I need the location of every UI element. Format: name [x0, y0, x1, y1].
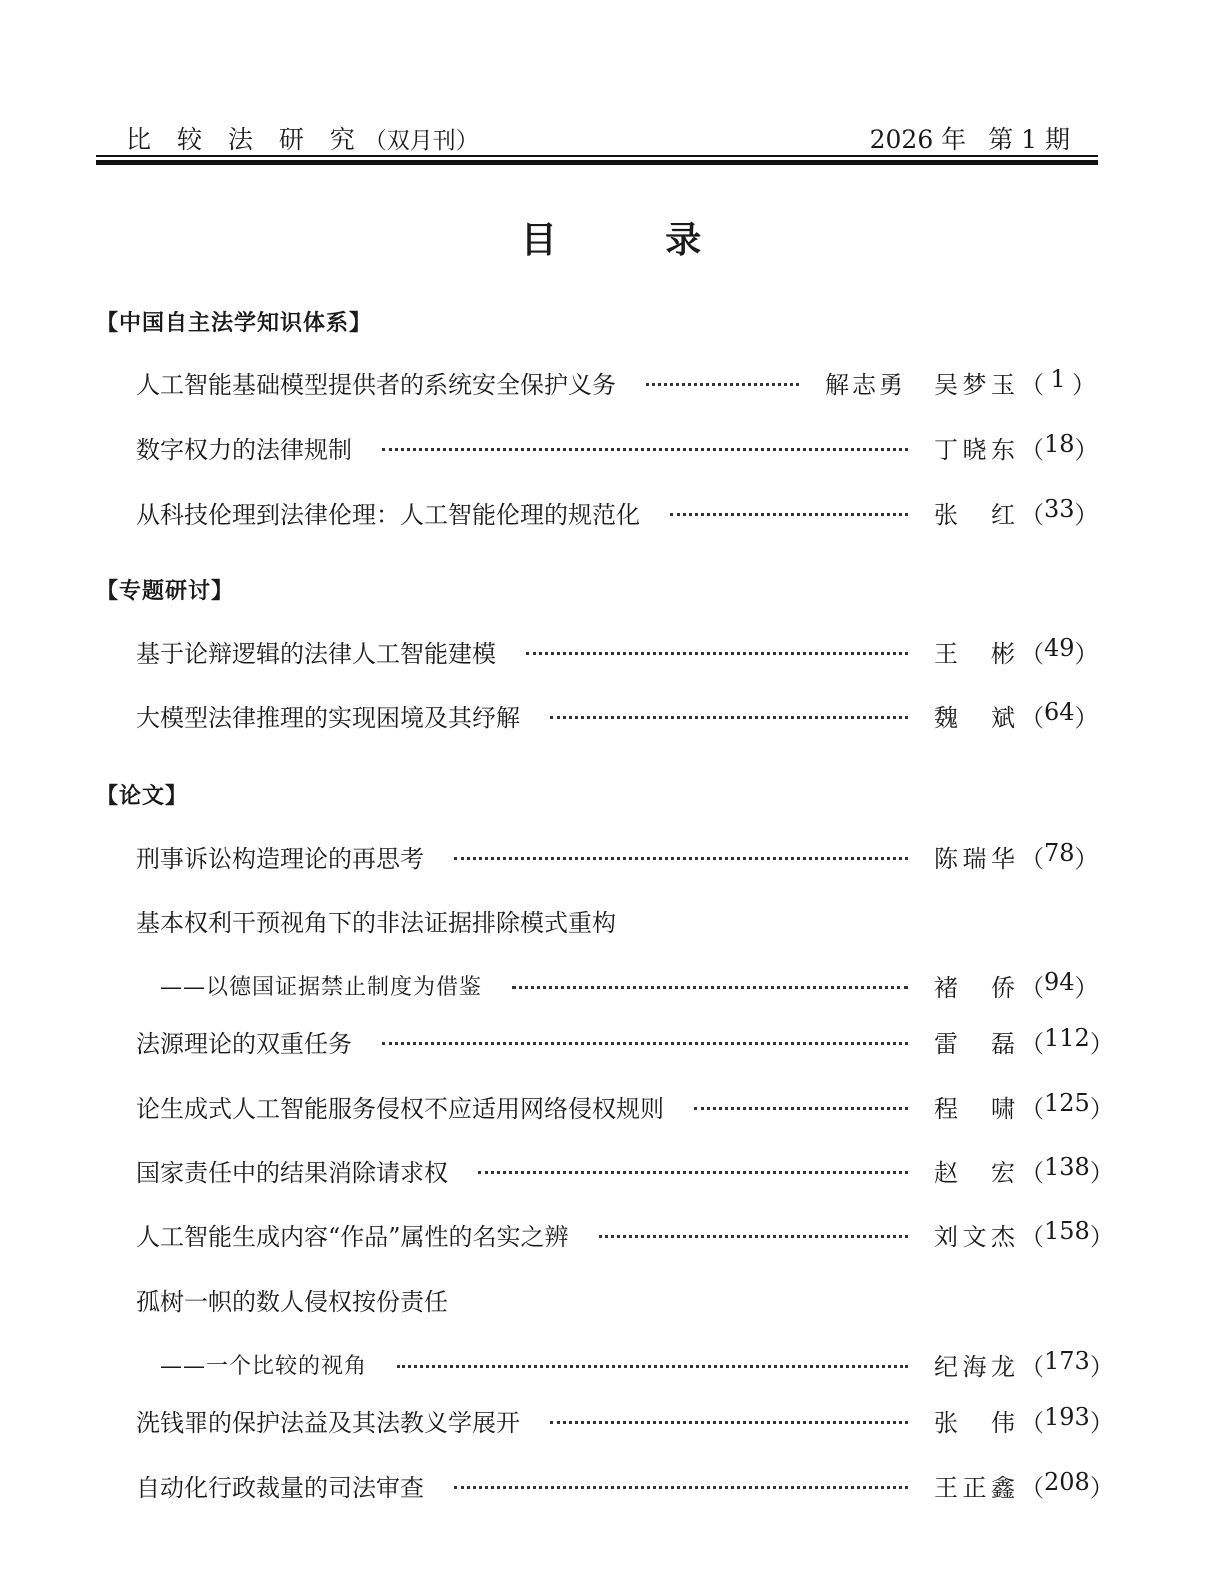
entry-page: （ 64 ） — [1020, 697, 1099, 732]
entry-author: 魏 斌 — [934, 703, 1016, 732]
entry-title: 自动化行政裁量的司法审查 — [136, 1473, 424, 1502]
dot-leader — [599, 1235, 908, 1238]
toc-entry-title-line[interactable] — [136, 900, 1096, 940]
dot-leader — [454, 1486, 908, 1489]
dot-leader — [550, 1421, 908, 1424]
dot-leader — [478, 1171, 908, 1174]
dot-leader — [397, 1365, 908, 1368]
section-label: 【论文】 — [96, 784, 189, 809]
entry-page: （ 173 ） — [1020, 1346, 1114, 1381]
toc-entry[interactable] — [136, 631, 1099, 671]
dot-leader — [382, 448, 908, 451]
dot-leader — [512, 986, 908, 989]
entry-author: 刘文杰 — [934, 1222, 1016, 1251]
toc-entry-subtitle[interactable] — [136, 965, 1099, 1005]
entry-author: 张 伟 — [934, 1408, 1016, 1437]
entry-author: 张 红 — [934, 500, 1016, 529]
toc-entry-title-line[interactable] — [136, 1279, 1096, 1319]
header-rule-thick — [96, 160, 1098, 165]
section-label: 【中国自主法学知识体系】 — [96, 311, 373, 336]
toc-entry[interactable] — [136, 492, 1099, 532]
dot-leader — [382, 1042, 908, 1045]
entry-subtitle: ——以德国证据禁止制度为借鉴 — [160, 974, 483, 1000]
entry-author: 褚 侨 — [934, 973, 1016, 1002]
header-rule-thin — [96, 155, 1098, 157]
entry-title: 人工智能生成内容“作品”属性的名实之辨 — [136, 1222, 569, 1251]
entry-author: 雷 磊 — [934, 1029, 1016, 1058]
entry-title: 数字权力的法律规制 — [136, 435, 352, 464]
entry-page: （ 193 ） — [1020, 1402, 1114, 1437]
toc-entry[interactable] — [136, 1465, 1114, 1505]
entry-title: 大模型法律推理的实现困境及其纾解 — [136, 703, 520, 732]
entry-title: 基本权利干预视角下的非法证据排除模式重构 — [136, 908, 616, 937]
journal-frequency: （双月刊） — [363, 128, 479, 154]
journal-title — [126, 120, 479, 156]
entry-author: 陈瑞华 — [934, 844, 1016, 873]
toc-entry[interactable] — [136, 1400, 1114, 1440]
dot-leader — [454, 857, 908, 860]
entry-author: 解志勇 — [825, 370, 906, 399]
toc-entry[interactable] — [136, 1214, 1114, 1254]
toc-entry[interactable] — [136, 1086, 1114, 1126]
issue-year: 2026 年 — [869, 125, 967, 154]
entry-author: 丁晓东 — [934, 435, 1016, 464]
toc-entry[interactable] — [136, 362, 1096, 402]
entry-page: （ 49 ） — [1020, 633, 1099, 668]
toc-entry[interactable] — [136, 1021, 1114, 1061]
entry-subtitle: ——一个比较的视角 — [160, 1353, 368, 1379]
entry-author: 王 彬 — [934, 639, 1016, 668]
entry-page: （ 158 ） — [1020, 1216, 1114, 1251]
running-header — [96, 118, 1098, 158]
dot-leader — [646, 383, 799, 386]
entry-page: （ 1 ） — [1020, 364, 1096, 399]
entry-title: 孤树一帜的数人侵权按份责任 — [136, 1287, 448, 1316]
entry-author: 程 啸 — [934, 1094, 1016, 1123]
toc-entry[interactable] — [136, 695, 1099, 735]
toc-entry-subtitle[interactable] — [136, 1344, 1114, 1384]
entry-author: 王正鑫 — [934, 1473, 1016, 1502]
entry-title: 刑事诉讼构造理论的再思考 — [136, 844, 424, 873]
section-label: 【专题研讨】 — [96, 579, 235, 604]
issue-number: 第 1 期 — [988, 125, 1070, 154]
dot-leader — [670, 513, 908, 516]
entry-page: （ 33 ） — [1020, 494, 1099, 529]
entry-author: 纪海龙 — [934, 1352, 1016, 1381]
toc-entry[interactable] — [136, 1150, 1114, 1190]
entry-title: 从科技伦理到法律伦理：人工智能伦理的规范化 — [136, 500, 640, 529]
toc-entry[interactable] — [136, 836, 1099, 876]
toc-entry[interactable] — [136, 427, 1099, 467]
entry-page: （ 112 ） — [1020, 1023, 1114, 1058]
entry-title: 洗钱罪的保护法益及其法教义学展开 — [136, 1408, 520, 1437]
entry-page: （ 94 ） — [1020, 967, 1099, 1002]
entry-title: 国家责任中的结果消除请求权 — [136, 1158, 448, 1187]
entry-page: （ 208 ） — [1020, 1467, 1114, 1502]
dot-leader — [526, 652, 908, 655]
entry-page: （ 18 ） — [1020, 429, 1099, 464]
dot-leader — [550, 716, 908, 719]
entry-author: 吴梦玉 — [934, 370, 1016, 399]
entry-title: 人工智能基础模型提供者的系统安全保护义务 — [136, 370, 616, 399]
entry-title: 法源理论的双重任务 — [136, 1029, 352, 1058]
entry-page: （ 78 ） — [1020, 838, 1099, 873]
toc-title: 目 录 — [520, 220, 750, 261]
entry-title: 基于论辩逻辑的法律人工智能建模 — [136, 639, 496, 668]
issue-info — [870, 120, 1070, 156]
entry-title: 论生成式人工智能服务侵权不应适用网络侵权规则 — [136, 1094, 664, 1123]
entry-author: 赵 宏 — [934, 1158, 1016, 1187]
entry-page: （ 125 ） — [1020, 1088, 1114, 1123]
journal-name: 比 较 法 研 究 — [126, 125, 364, 154]
dot-leader — [694, 1107, 908, 1110]
entry-page: （ 138 ） — [1020, 1152, 1114, 1187]
